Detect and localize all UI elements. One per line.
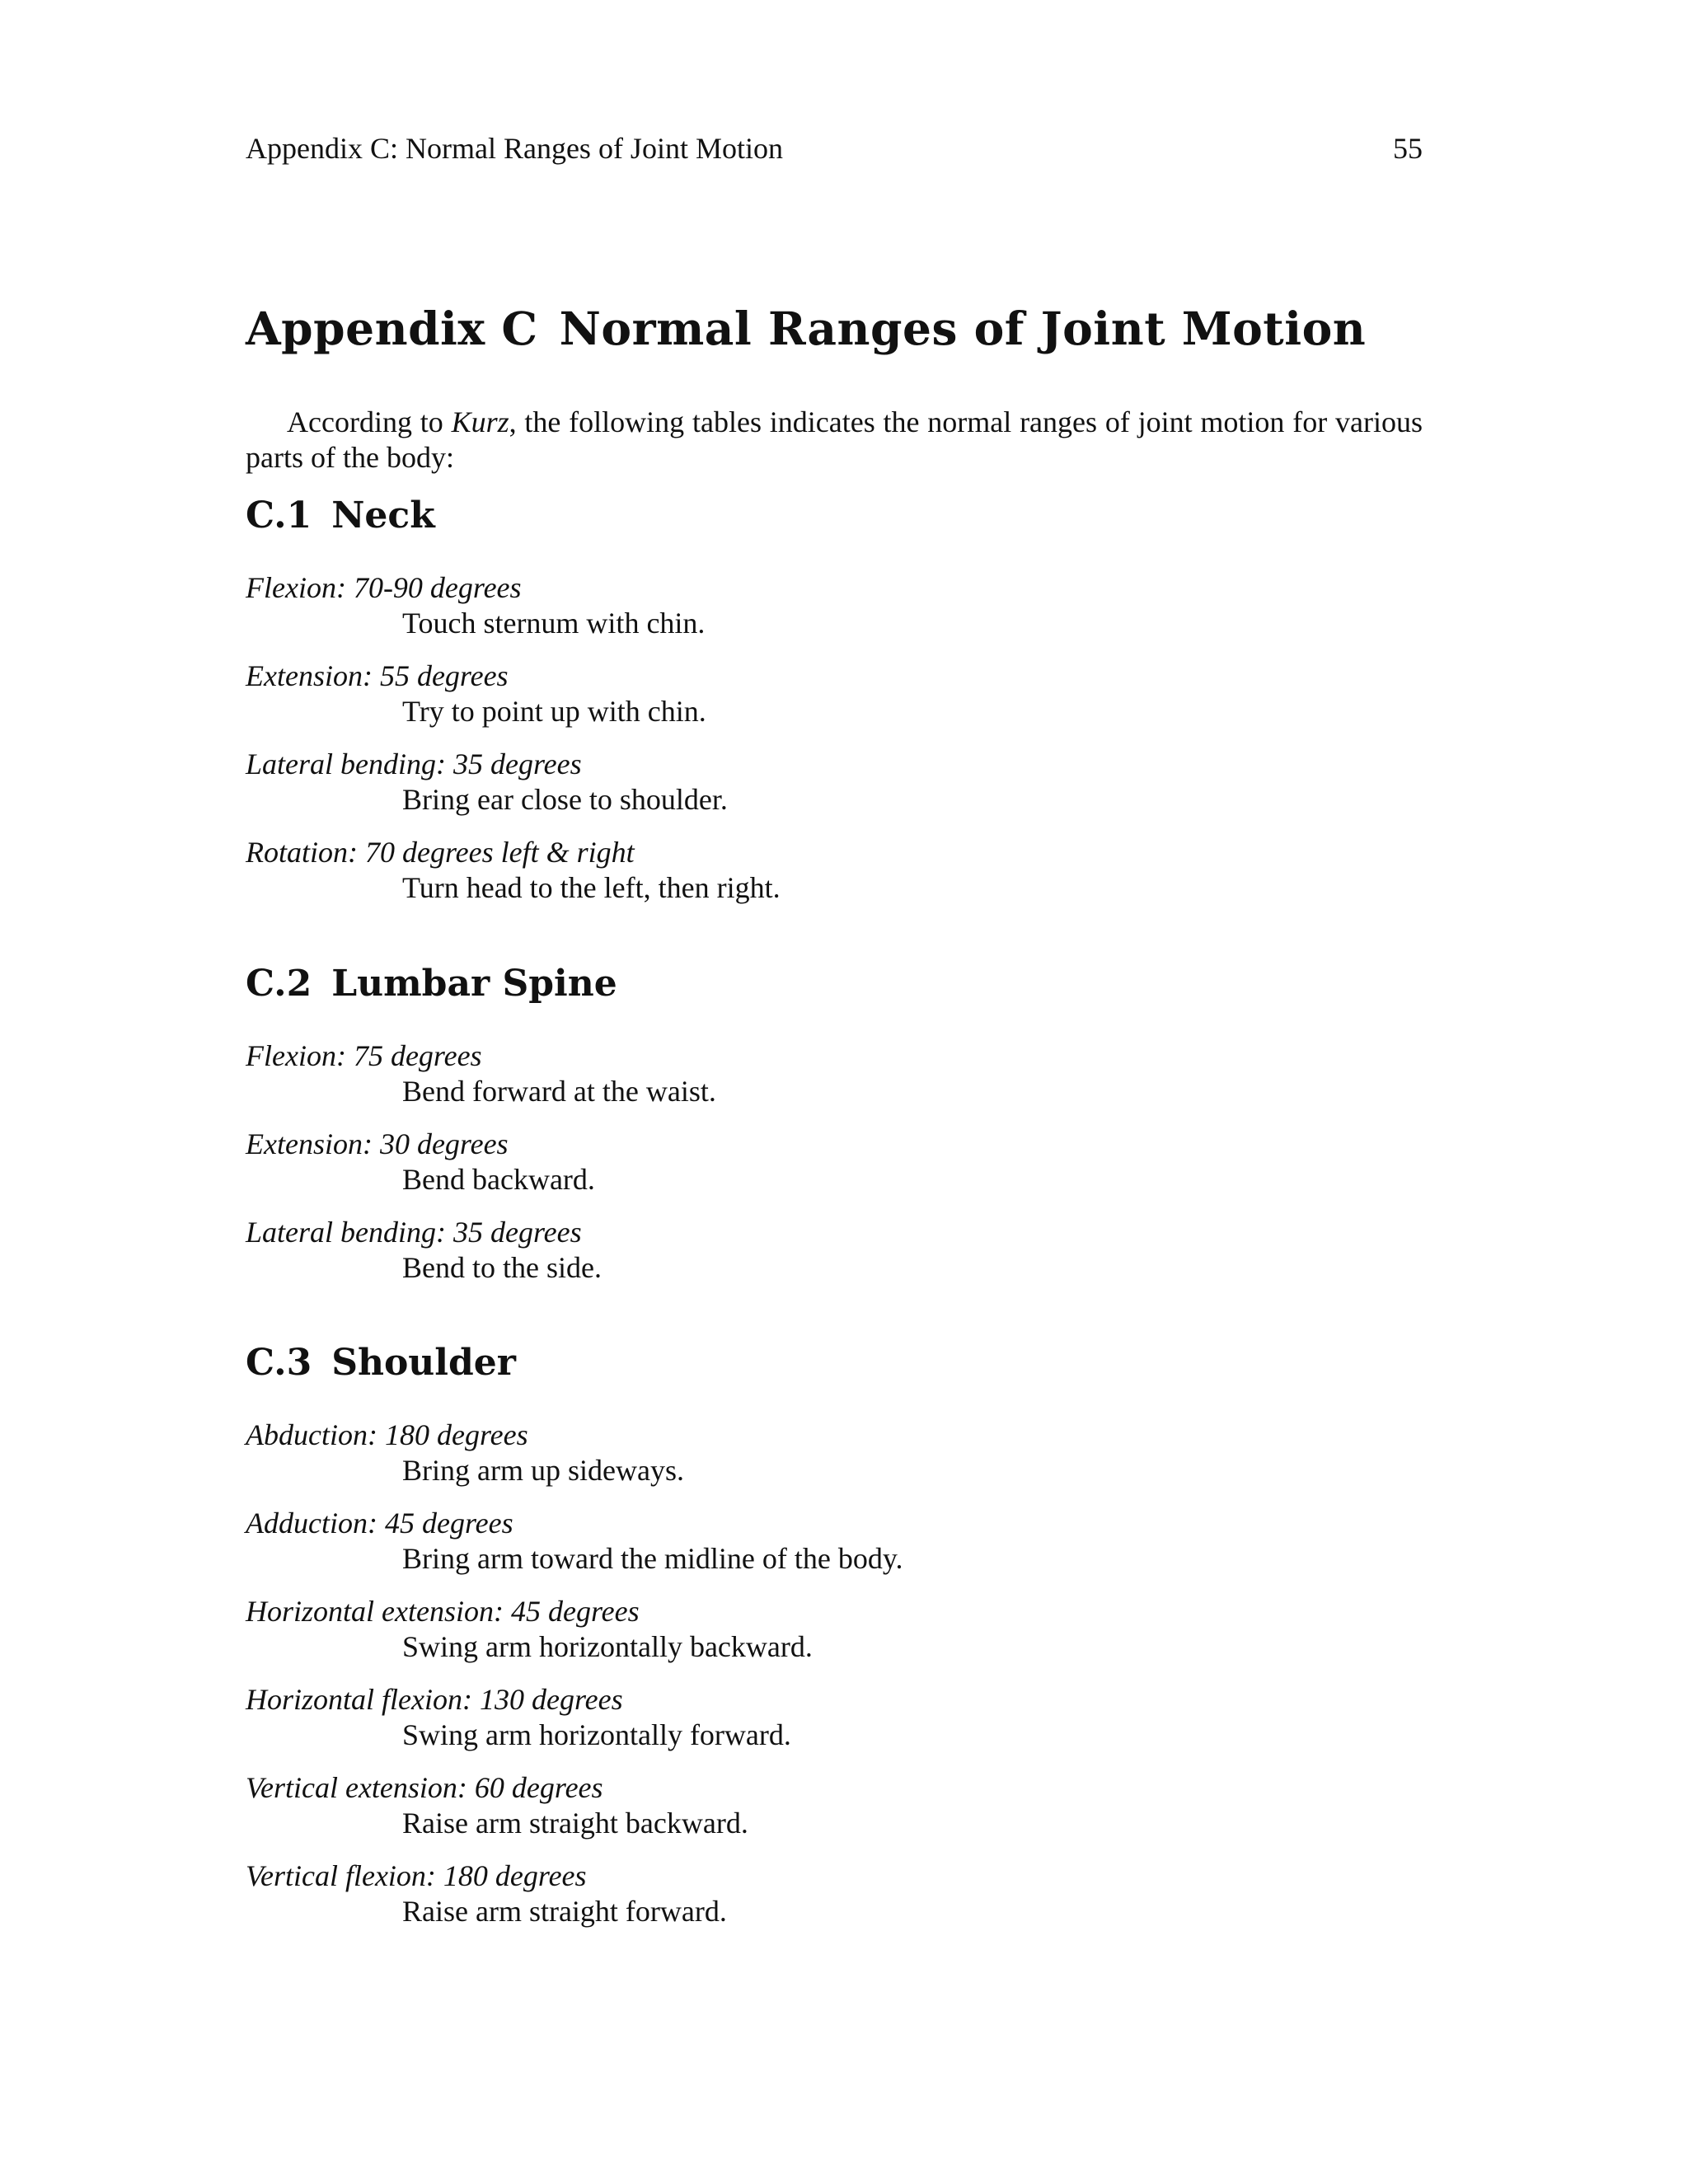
motion-term: Rotation: 70 degrees left & right <box>246 836 635 869</box>
section-title: Shoulder <box>331 1342 516 1384</box>
motion-term: Extension: 55 degrees <box>246 659 509 692</box>
entry-list <box>246 570 1423 906</box>
list-item <box>246 658 1423 729</box>
list-item <box>246 1038 1423 1109</box>
section-neck <box>246 494 1423 923</box>
section-heading <box>246 1342 1423 1385</box>
page-number: 55 <box>1393 132 1423 165</box>
document-page <box>246 0 1423 2184</box>
motion-term: Horizontal flexion: 130 degrees <box>246 1683 623 1716</box>
section-title: Neck <box>331 494 435 537</box>
motion-term: Lateral bending: 35 degrees <box>246 748 582 780</box>
section-number: C.2 <box>246 963 312 1005</box>
entry-list <box>246 1418 1423 1929</box>
motion-description: Turn head to the left, then right. <box>402 871 781 904</box>
section-lumbar-spine <box>246 963 1423 1303</box>
motion-description: Bring ear close to shoulder. <box>402 783 728 816</box>
list-item <box>246 1770 1423 1841</box>
section-heading <box>246 963 1423 1005</box>
motion-term: Flexion: 75 degrees <box>246 1039 482 1072</box>
motion-term: Horizontal extension: 45 degrees <box>246 1595 640 1628</box>
motion-description: Try to point up with chin. <box>402 695 706 728</box>
motion-term: Vertical flexion: 180 degrees <box>246 1859 587 1892</box>
list-item <box>246 1215 1423 1286</box>
section-number: C.3 <box>246 1342 312 1384</box>
list-item <box>246 835 1423 906</box>
motion-description: Bring arm up sideways. <box>402 1454 684 1487</box>
motion-term: Extension: 30 degrees <box>246 1127 509 1160</box>
motion-term: Lateral bending: 35 degrees <box>246 1216 582 1249</box>
motion-description: Bend to the side. <box>402 1251 602 1284</box>
list-item <box>246 747 1423 818</box>
list-item <box>246 1594 1423 1665</box>
chapter-number: Appendix C <box>246 301 538 355</box>
motion-description: Bend backward. <box>402 1163 595 1196</box>
list-item <box>246 1682 1423 1753</box>
motion-description: Swing arm horizontally backward. <box>402 1630 813 1663</box>
motion-description: Swing arm horizontally forward. <box>402 1718 791 1751</box>
motion-description: Raise arm straight backward. <box>402 1807 748 1840</box>
motion-description: Raise arm straight forward. <box>402 1895 727 1928</box>
intro-text-before: According to <box>287 405 452 438</box>
chapter-title-text: Normal Ranges of Joint Motion <box>559 301 1367 355</box>
list-item <box>246 1858 1423 1929</box>
section-shoulder <box>246 1342 1423 1947</box>
motion-term: Vertical extension: 60 degrees <box>246 1771 603 1804</box>
motion-term: Adduction: 45 degrees <box>246 1507 513 1540</box>
list-item <box>246 1506 1423 1577</box>
motion-description: Bring arm toward the midline of the body. <box>402 1542 903 1575</box>
list-item <box>246 1127 1423 1197</box>
intro-paragraph <box>246 405 1423 476</box>
intro-text-after: , the following tables indicates the normal ranges of joint motion for various parts of the body: <box>246 405 1423 474</box>
section-heading <box>246 494 1423 537</box>
motion-term: Abduction: 180 degrees <box>246 1418 528 1451</box>
entry-list <box>246 1038 1423 1286</box>
section-number: C.1 <box>246 494 312 537</box>
intro-author: Kurz <box>451 405 509 438</box>
chapter-title <box>246 302 1366 355</box>
list-item <box>246 570 1423 641</box>
motion-term: Flexion: 70-90 degrees <box>246 571 522 604</box>
motion-description: Bend forward at the waist. <box>402 1075 716 1108</box>
section-title: Lumbar Spine <box>331 963 617 1005</box>
list-item <box>246 1418 1423 1488</box>
running-title: Appendix C: Normal Ranges of Joint Motion <box>246 132 783 165</box>
motion-description: Touch sternum with chin. <box>402 607 706 640</box>
